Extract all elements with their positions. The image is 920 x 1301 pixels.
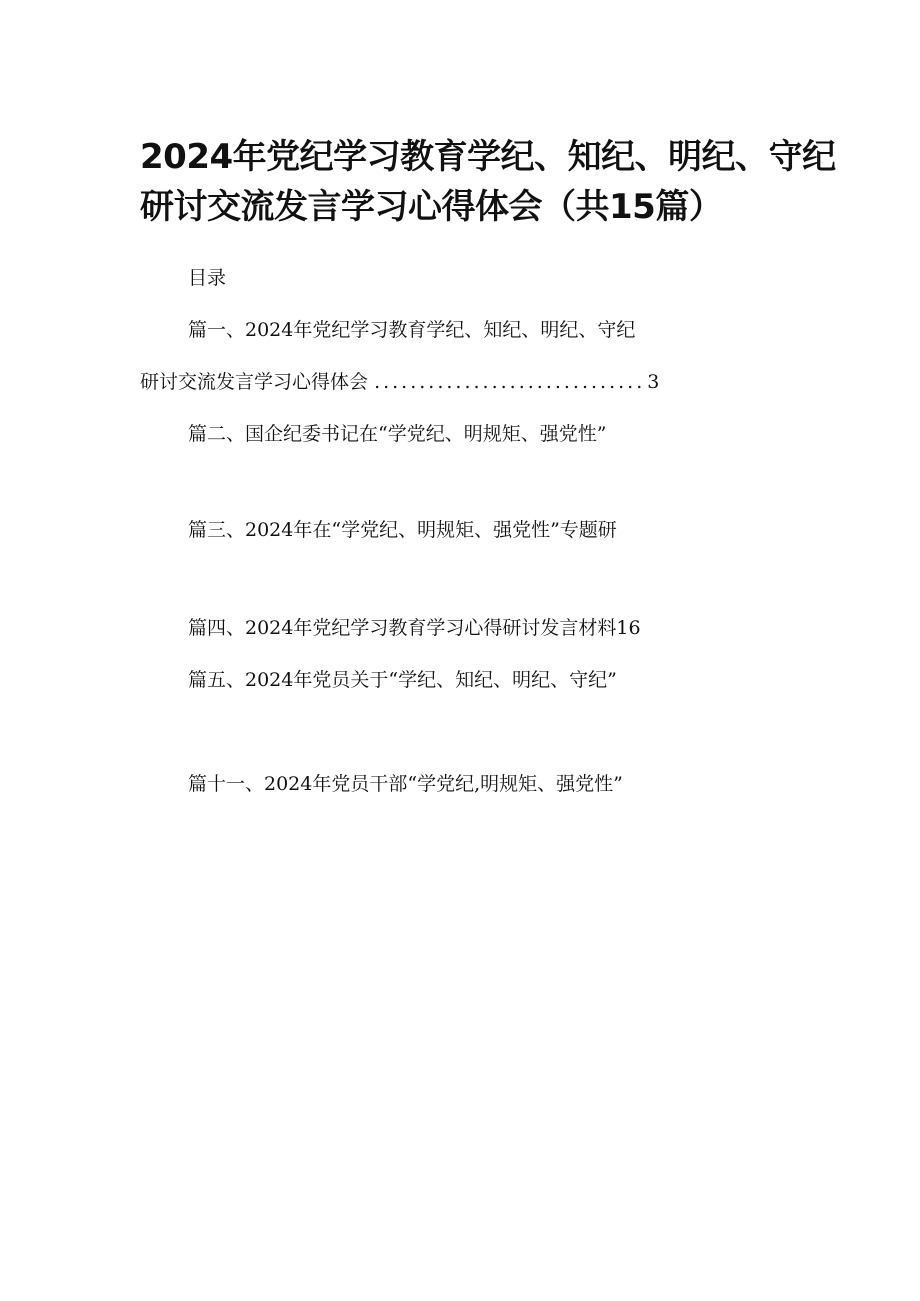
toc-entry-1-line-1[interactable] xyxy=(188,316,635,344)
toc-entry-1-line-2[interactable] xyxy=(140,368,659,396)
toc-entry-2[interactable] xyxy=(188,420,606,448)
toc-page-number: 3 xyxy=(647,371,660,393)
toc-entry-text: 篇二、国企纪委书记在“学党纪、明规矩、强党性” xyxy=(188,423,607,445)
toc-entry-text: 篇三、2024年在“学党纪、明规矩、强党性”专题研 xyxy=(188,519,617,541)
toc-entry-text: 篇五、2024年党员关于“学纪、知纪、明纪、守纪” xyxy=(188,669,617,691)
toc-entry-11[interactable] xyxy=(188,770,623,798)
toc-entry-text: 研讨交流发言学习心得体会 xyxy=(140,371,369,393)
document-title xyxy=(140,132,836,232)
title-line-2: 研讨交流发言学习心得体会（共15篇） xyxy=(140,187,723,227)
toc-entry-4[interactable] xyxy=(188,614,641,642)
toc-entry-text: 篇十一、2024年党员干部“学党纪,明规矩、强党性” xyxy=(188,773,623,795)
title-line-1: 2024年党纪学习教育学纪、知纪、明纪、守纪 xyxy=(140,137,836,177)
toc-leader-dots: .............................. xyxy=(374,371,646,393)
toc-entry-3[interactable] xyxy=(188,516,617,544)
toc-page-number: 16 xyxy=(616,617,641,639)
toc-entry-text: 篇一、2024年党纪学习教育学纪、知纪、明纪、守纪 xyxy=(188,319,636,341)
toc-heading: 目录 xyxy=(188,267,227,289)
toc-entry-text: 篇四、2024年党纪学习教育学习心得研讨发言材料 xyxy=(188,617,617,639)
toc-entry-5[interactable] xyxy=(188,666,617,694)
